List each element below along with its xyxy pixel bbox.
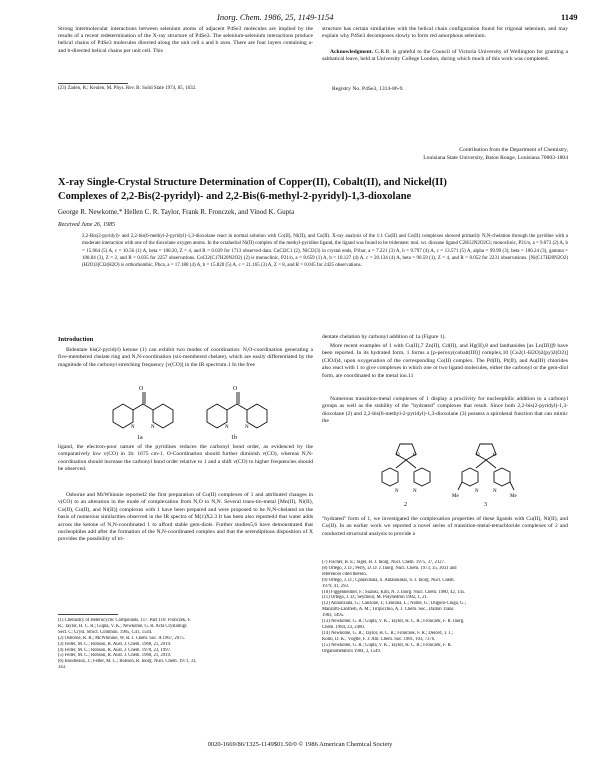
col2-paragraph-4: "hydrated" form of 1, we investigated the complexation properties of these ligands with Cu(II), Ni(II), and Co(II). In an earlier work we reported a novel series of transition-metal-tetrachloride complexes of 2 and conducted structural analysis to provide a (322, 516, 568, 537)
svg-text:N: N (131, 425, 135, 430)
reference-line: (7) Fischer, B. E.; Sigel, H. J. Inorg. Nucl. Chem. 1975, 37, 2127. (322, 560, 446, 565)
reference-line: (2) Osborne, R. R.; McWhinnie, W. R. J. Chem. Soc. A 1967, 2075. (58, 635, 185, 641)
authors: George R. Newkome,* Hellen C. R. Taylor, Frank R. Fronczek, and Vinod K. Gupta (58, 208, 295, 216)
introduction-heading: Introduction (58, 336, 94, 343)
copyright-footer: 0020-1669/86/1325-1149$01.50/0 © 1986 American Chemical Society (207, 741, 393, 748)
prev-article-col1: Strong intermolecular interactions between selenium atoms of adjacent P4Se3 molecules are implied by the results of a recent redetermination of the X-ray structure of P4Se3. The selenium-selenium interactions produce helical chains of P4Se3 molecules directed along the unit cell a and b axes. There are four layers containing a- and b-directed helical chains per unit cell. This (58, 26, 313, 54)
article-title-line-1: X-ray Single-Crystal Structure Determination of Copper(II), Cobalt(II), and Nickel(II) (58, 177, 447, 188)
reference-line: Manzotti-Lanfredi, A. M.; Tiripicchio, A. J. Chem. Soc., Dalton Trans. (322, 607, 455, 613)
col2-paragraph-3: Numerous transition-metal complexes of 1 display a proclivity for nucleophilic addition to a carbonyl groups as well as the stability of the "hydrated" complexes that result. Since both 2,2-bis(2-pyridyl)-1,3-dioxolane (2) and 2,2-bis(6-methyl-2-pyridyl)-1,3-dioxolane (3) possess a spiroketal function that can mimic the (322, 396, 568, 425)
abstract: 2,2-Bis(2-pyridyl)- and 2,2-bis(6-methyl-2-pyridyl)-1,3-dioxolane react in normal solution with Co(II), Ni(II), and Cu(II). X-ray analysis of the 1:1 Cu(II) and Co(II) complexes showed primarily N,N-chelation through the pyridine with a moderate interaction with one of the dioxolane oxygen atoms. In the octahedral Ni(II) complex of the methyl-pyridine ligand, the ligand was found to be tridentate: mol. wt. dioxane ligand C2H12N2O2Cl; monoclinic, P21/n, a = 9.073 (2) A, b = 15.964 (5) A, c = 10.56 (1) A, beta = 108.20, Z = 4, and R = 0.039 for 1713 observed data. CuCl2C1 (2), NiCl2(3) in crystal ends, P1bar, a = 7.221 (3) A, b = 9.797 (4) A, c = 13.571 (5) A, alpha = 99.99 (3), beta = 100.24 (3), gamma = 108.04 (3), Z = 2, and R = 0.035 for 2257 observations. CoCl2(C17H20N2O2) (2) is monoclinic, P21/n, a = 8.659 (1) A, b = 10.127 (4) A, c = 20.134 (4) A, beta = 90.59 (1), Z = 4, and R = 0.052 for 2231 observations. [Ni(C17H20N2O2)(H2O)3]Cl2(H2O) is orthorhombic, Pbca, a = 17.188 (4) A, b = 15.820 (5) A, c = 21.165 (3) A, Z = 8, and R = 0.045 for 2425 observations. (82, 234, 568, 269)
label-me-right: Me (510, 494, 517, 499)
intro-paragraph-2: Osborne and McWhinnie reported2 the first preparation of Cu(II) complexes of 1 and attributed changes in v(CO) to an alteration in the mode of complexation from N,O to N,N. Several trans-tin-metal [Mn(II), Ni(II), Co(II), Cu(II), and Ni(II)] complexes with 1 have been prepared and were proposed to be N,N-chelated on the basis of numerous similarities observed in the IR spectra of M(1)X2.3 It has been also reported4 that water adds across the ketone of N,N-coordinated 1 to afford stable gem-diols. Further studies5,6 have demonstrated that nucleophiles add after the formation of the N,N-coordinated complex and that the serendipitous disposition of X provides the possibility of tri- (58, 492, 313, 543)
reference-line: (12) Annunziata, G.; Canzone, I.; Cennina, L.; Natile, G.; Dugoni-Ciuga, G.; (322, 601, 466, 607)
reference-line: (14) Newkome, G. R.; Taylor, H. C. R.; Fronczek, F. R.; Delord, T. J.; (322, 630, 453, 636)
reference-line: 343. (58, 665, 67, 671)
reference-line: (13) Newkome, G. R.; Gupta, V. K.; Taylor, H. C. R.; Fronczek, F. R. Inorg. (322, 619, 465, 625)
article-title-line-2: Complexes of 2,2-Bis(2-pyridyl)- and 2,2-Bis(6-methyl-2-pyridyl)-1,3-dioxolane (58, 191, 412, 202)
reference-line: (10) Figgenheimer, F.; Suzuki, Kim, N. J. Inorg. Nucl. Chem. 1980, 42, 145. (322, 589, 466, 595)
reference-line: references cited therein. (322, 571, 367, 577)
reference-line: (8) Ortego, J. D.; Perry, D. D. J. Inorg. Nucl. Chem. 1973, 35, 3031 and (322, 565, 457, 571)
svg-text:O: O (396, 453, 400, 458)
page-number: 1149 (561, 12, 578, 22)
prev-footnote: (23) Zaden, R.; Keulen, M. Phys. Rev. B: Solid State 1974, 85, 1632. (58, 86, 197, 91)
scheme-2-3-structures (360, 436, 540, 510)
svg-text:O: O (233, 386, 238, 392)
scheme-1-structures (95, 382, 285, 442)
acknowledgment-head: Acknowledgment. (330, 49, 374, 55)
reference-line: (6) Boudreaux, J.; Feller, M. C.; Robson, R. Inorg. Nucl. Chem. 1971, 33, (58, 659, 197, 665)
col2-paragraph-2: More recent examples of 1 with Cu(II),7 Zn(II), Cd(II), and Hg(II),8 and lanthanides [as Ln(III)]9 have been reported. In its hydrated form, 1 forms a [p-peroxy(cobalt(III)] complex,10 [Co2(1-H2O)2(py)2(O2)](ClO4)4, upon oxygenation of the corresponding Co(II) complex. The Pd(II), Pt(II), and Au(III) chlorides also react with 1 to give complexes in which one or two ligand molecules, either the carbonyl or the gem-diol form, are coordinated to the metal ion.11 (322, 343, 568, 379)
svg-text:N: N (413, 489, 417, 494)
intro-paragraph-1a: Bidentate bis(2-pyridyl) ketone (1) can exhibit two modes of coordination: N,O-coordination generating a five-membered chelate ring and N,N-coordination (six-membered chelate), which are easily differentiated by the magnitude of the carbonyl stretching frequency [v(CO)] in the IR spectrum.1 In the free (58, 347, 313, 368)
references-rule-left (58, 614, 118, 615)
svg-text:N: N (151, 425, 155, 430)
acknowledgment (322, 49, 568, 79)
reference-line: Sect. C: Cryst. Struct. Commun. 1985, C41, 1544. (58, 629, 153, 635)
reference-line: 1983, 1495. (322, 613, 345, 619)
svg-text:N: N (493, 489, 497, 494)
references-right (322, 560, 568, 655)
svg-text:O: O (413, 453, 417, 458)
reference-line: R.; Taylor, H. C. R.; Gupta, V. K.; Newkome, G. R. Acta Crystallogr. (58, 623, 188, 629)
svg-text:O: O (139, 386, 144, 392)
reference-line: (4) Feller, M. C.; Robson, R. Aust. J. Chem. 1970, 23, 1997. (58, 647, 172, 653)
reference-line: (5) Feller, M. C.; Robson, R. Aust. J. Chem. 1968, 21, 2919. (58, 653, 172, 659)
svg-text:N: N (245, 425, 249, 430)
col2-paragraph-1: dentate chelation by carbonyl addition of 1a (Figure 1). (322, 334, 446, 340)
reference-line: Chem. 1984, 23, 2400. (322, 624, 365, 630)
registry-number: Registry No. P4Se3, 1314-86-9. (332, 86, 404, 92)
label-me-left: Me (452, 494, 459, 499)
contribution-line-1: Contribution from the Department of Chemistry, (459, 147, 568, 153)
reference-line: Kohli, D. K.; Vögtle, F. J. Am. Chem. Soc. 1981, 103, 7376. (322, 636, 436, 642)
label-3: 3 (484, 502, 487, 508)
svg-text:O: O (476, 453, 480, 458)
reference-line: (9) Ortego, J. D.; Cpalavanna, S. Antanolakis, S. J. Inorg. Nucl. Chem. (322, 577, 455, 583)
reference-line: (3) Feller, M. C.; Robson, R. Aust. J. Chem. 1968, 21, 2919. (58, 641, 172, 647)
prev-article-col2: structure has certain similarities with the helical chain configuration found for trigonal selenium, and may explain why P4Se3 decomposes slowly to form red amorphous selenium. (322, 26, 568, 40)
svg-text:N: N (395, 489, 399, 494)
received-date: Received June 26, 1985 (58, 222, 115, 228)
label-2: 2 (404, 502, 407, 508)
acknowledgment-text: G.R.B. is grateful to the Council of Victoria University of Wellington for granting a sabbatical leave, held at University College London, during which much of this work was completed. (322, 49, 568, 63)
reference-line: (15) Newkome, G. R.; Gupta, V. K.; Taylor, H. C. R.; Fronczek, F. R. (322, 642, 452, 648)
svg-text:N: N (475, 489, 479, 494)
svg-text:O: O (493, 453, 497, 458)
svg-text:N: N (225, 425, 229, 430)
label-1b: 1b (231, 435, 237, 441)
reference-line: (11) Ortego, J. D.; Seymour, M. Polyhedron 1982, 1, 21. (322, 595, 429, 601)
footnote-rule (58, 83, 128, 84)
journal-header: Inorg. Chem. 1986, 25, 1149-1154 (217, 12, 334, 22)
label-1a: 1a (137, 435, 143, 441)
references-left (58, 618, 313, 671)
reference-line: Organometallics 1984, 3, 1549. (322, 648, 382, 654)
contribution-line-2: Louisiana State University, Baton Rouge, Louisiana 70803-1804 (423, 155, 568, 161)
reference-line: (1) Chemistry of Heterocyclic Compounds. 117. Part 116: Fronczek, F. (58, 618, 191, 623)
intro-paragraph-1b: ligand, the electron-poor nature of the pyridines reduces the carbonyl bond order, as evidenced by the comparatively low v(CO) in 1b: 1675 cm-1. O-Coordination should further diminish v(CO), whereas N,N-coordination should increase the carbonyl bond order relative to 1 and a shift v(CO) to higher frequencies should be observed. (58, 444, 313, 473)
reference-line: 1979, 41, 293. (322, 583, 349, 589)
